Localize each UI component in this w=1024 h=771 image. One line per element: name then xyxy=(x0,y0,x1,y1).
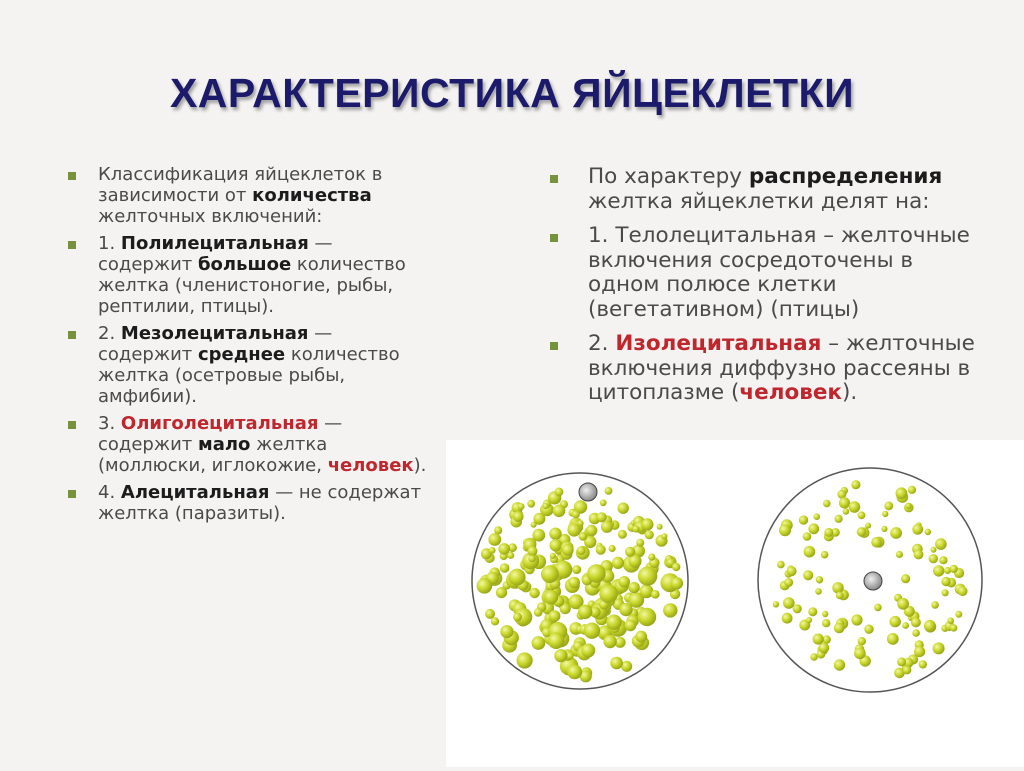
yolk-granule xyxy=(533,513,545,525)
yolk-granule xyxy=(779,524,791,536)
yolk-granule xyxy=(902,622,909,629)
yolk-granule xyxy=(822,611,828,617)
yolk-granule xyxy=(597,512,607,522)
yolk-granule xyxy=(882,511,888,517)
yolk-granule xyxy=(782,613,793,624)
yolk-granule xyxy=(477,578,493,594)
yolk-granule xyxy=(641,518,653,530)
yolk-granule xyxy=(554,649,567,662)
yolk-granule xyxy=(496,587,507,598)
yolk-granule xyxy=(777,561,785,569)
yolk-granule xyxy=(849,501,861,513)
yolk-granule xyxy=(834,659,845,670)
yolk-granule xyxy=(651,590,660,599)
yolk-granule xyxy=(553,505,566,518)
yolk-granule xyxy=(549,528,561,540)
yolk-granule xyxy=(672,563,680,571)
yolk-granule xyxy=(586,525,597,536)
yolk-granule xyxy=(864,625,873,634)
yolk-granule xyxy=(566,652,573,659)
yolk-granule xyxy=(606,615,621,630)
yolk-granule xyxy=(599,585,618,604)
yolk-granule xyxy=(625,619,637,631)
yolk-granule xyxy=(890,616,901,627)
yolk-granule xyxy=(813,513,820,520)
yolk-granule xyxy=(941,577,950,586)
yolk-granule xyxy=(636,539,644,547)
yolk-granule xyxy=(858,511,866,519)
list-item: 2. Мезолецитальная — содержит среднее количество желтка (осетровые рыбы, амфибии). xyxy=(98,323,428,407)
yolk-granule xyxy=(509,569,526,586)
yolk-granule xyxy=(804,546,816,558)
yolk-granule xyxy=(550,553,556,559)
yolk-granule xyxy=(578,520,584,526)
yolk-granule xyxy=(865,523,871,529)
yolk-granule xyxy=(587,564,606,583)
yolk-granule xyxy=(529,588,539,598)
yolk-granule xyxy=(816,576,823,583)
yolk-granule xyxy=(897,598,909,610)
yolk-granule xyxy=(513,511,524,522)
yolk-granule xyxy=(619,603,632,616)
yolk-granule xyxy=(839,497,850,508)
yolk-granule xyxy=(858,637,866,645)
yolk-granule xyxy=(813,634,824,645)
yolk-granule xyxy=(871,537,882,548)
yolk-granule xyxy=(884,502,893,511)
yolk-granule xyxy=(924,620,936,632)
yolk-granule xyxy=(645,530,654,539)
yolk-granule xyxy=(532,529,545,542)
list-item: 3. Олиголецитальная — содержит мало желтка (моллюски, иглокожие, человек). xyxy=(98,413,428,476)
yolk-granule xyxy=(903,666,912,675)
yolk-granule xyxy=(832,582,843,593)
yolk-granule xyxy=(919,660,927,668)
yolk-granule xyxy=(541,565,559,583)
yolk-granule xyxy=(550,539,562,551)
egg-cell-illustrations xyxy=(446,440,1024,767)
yolk-granule xyxy=(851,480,860,489)
yolk-granule xyxy=(912,629,920,637)
yolk-granule xyxy=(874,604,882,612)
yolk-granule xyxy=(933,642,945,654)
yolk-granule xyxy=(603,635,616,648)
yolk-granule xyxy=(544,590,558,604)
yolk-granule xyxy=(528,546,538,556)
yolk-granule xyxy=(815,588,822,595)
telolecithal-cell-icon xyxy=(472,473,688,689)
yolk-granule xyxy=(618,503,629,514)
square-bullet-icon xyxy=(68,241,76,249)
yolk-granule xyxy=(896,551,903,558)
yolk-granule xyxy=(609,545,616,552)
yolk-granule xyxy=(661,533,667,539)
yolk-granule xyxy=(808,607,817,616)
yolk-granule xyxy=(543,503,549,509)
yolk-granule xyxy=(836,592,844,600)
yolk-granule xyxy=(929,554,938,563)
yolk-granule xyxy=(793,604,802,613)
yolk-granule xyxy=(612,557,624,569)
yolk-granule xyxy=(618,530,627,539)
list-item: По характеру распределения желтка яйцеклетки делят на: xyxy=(588,165,978,214)
yolk-granule xyxy=(498,543,510,555)
square-bullet-icon xyxy=(550,234,558,242)
yolk-granule xyxy=(513,613,522,622)
yolk-granule xyxy=(605,487,613,495)
yolk-granule xyxy=(942,589,949,596)
yolk-granule xyxy=(950,565,958,573)
yolk-granule xyxy=(562,544,574,556)
yolk-granule xyxy=(577,546,586,555)
yolk-granule xyxy=(897,657,906,666)
page-title: ХАРАКТЕРИСТИКА ЯЙЦЕКЛЕТКИ xyxy=(169,70,855,116)
yolk-granule xyxy=(534,608,543,617)
yolk-granule xyxy=(581,644,595,658)
square-bullet-icon xyxy=(550,342,558,350)
list-item: 2. Изолецитальная – желточные включения диффузно рассеяны в цитоплазме (человек). xyxy=(588,332,978,406)
right-distribution-list xyxy=(588,165,978,416)
yolk-granule xyxy=(925,529,932,536)
yolk-granule xyxy=(851,614,862,625)
yolk-granule xyxy=(823,500,831,508)
isolecithal-cell-icon xyxy=(758,468,982,692)
yolk-granule xyxy=(834,623,845,634)
yolk-granule xyxy=(931,547,937,553)
yolk-granule xyxy=(835,515,843,523)
yolk-granule xyxy=(601,521,613,533)
square-bullet-icon xyxy=(68,421,76,429)
yolk-granule xyxy=(610,657,623,670)
yolk-granule xyxy=(635,631,647,643)
yolk-granule xyxy=(625,547,635,557)
egg-cells-svg xyxy=(446,440,1024,767)
yolk-granule xyxy=(518,503,525,510)
yolk-granule xyxy=(527,500,535,508)
yolk-granule xyxy=(901,574,910,583)
yolk-granule xyxy=(773,601,779,607)
yolk-granule xyxy=(572,510,580,518)
yolk-granule xyxy=(618,576,630,588)
yolk-granule xyxy=(947,617,954,624)
yolk-granule xyxy=(887,633,899,645)
yolk-granule xyxy=(648,554,655,561)
yolk-granule xyxy=(854,648,866,660)
yolk-granule xyxy=(500,625,513,638)
yolk-granule xyxy=(857,527,867,537)
square-bullet-icon xyxy=(68,490,76,498)
yolk-granule xyxy=(638,608,656,626)
yolk-granule xyxy=(549,610,561,622)
yolk-granule xyxy=(783,597,795,609)
yolk-granule xyxy=(596,545,606,555)
yolk-granule xyxy=(806,617,812,623)
yolk-granule xyxy=(532,636,546,650)
yolk-granule xyxy=(517,652,533,668)
yolk-granule xyxy=(491,617,499,625)
yolk-granule xyxy=(950,624,957,631)
yolk-granule xyxy=(822,619,830,627)
yolk-granule xyxy=(955,611,962,618)
yolk-granule xyxy=(912,524,923,535)
yolk-granule xyxy=(671,577,683,589)
yolk-granule xyxy=(931,601,939,609)
yolk-granule xyxy=(890,527,902,539)
yolk-granule xyxy=(787,566,797,576)
yolk-granule xyxy=(632,525,639,532)
yolk-granule xyxy=(803,532,812,541)
yolk-granule xyxy=(784,578,793,587)
yolk-granule xyxy=(500,563,510,573)
yolk-granule xyxy=(914,646,925,657)
yolk-granule xyxy=(528,555,535,562)
yolk-granule xyxy=(896,487,908,499)
yolk-granule xyxy=(663,603,677,617)
yolk-granule xyxy=(803,570,813,580)
yolk-granule xyxy=(933,565,944,576)
yolk-granule xyxy=(555,488,564,497)
yolk-granule xyxy=(638,566,657,585)
list-item: 1. Полилецитальная — содержит большое количество желтка (членистоногие, рыбы, рептилии, птицы). xyxy=(98,233,428,317)
yolk-granule xyxy=(488,533,501,546)
yolk-granule xyxy=(824,528,833,537)
list-item: 4. Алецитальная — не содержат желтка (паразиты). xyxy=(98,482,428,524)
yolk-granule xyxy=(911,617,921,627)
yolk-granule xyxy=(657,524,663,530)
square-bullet-icon xyxy=(68,172,76,180)
yolk-granule xyxy=(914,550,924,560)
yolk-granule xyxy=(908,486,916,494)
yolk-granule xyxy=(939,556,947,564)
yolk-granule xyxy=(639,584,653,598)
yolk-granule xyxy=(584,623,600,639)
yolk-granule xyxy=(799,515,808,524)
yolk-granule xyxy=(628,582,639,593)
list-item: Классификация яйцеклеток в зависимости от количества желточных включений: xyxy=(98,164,428,227)
square-bullet-icon xyxy=(550,175,558,183)
yolk-granule xyxy=(821,551,829,559)
list-item: 1. Телолецитальная – желточные включения сосредоточены в одном полюсе клетки (вегетативном) (птицы) xyxy=(588,224,978,322)
yolk-granule xyxy=(567,665,582,680)
yolk-granule xyxy=(572,565,581,574)
yolk-granule xyxy=(568,577,580,589)
yolk-granule xyxy=(958,586,968,596)
yolk-granule xyxy=(843,508,850,515)
square-bullet-icon xyxy=(68,331,76,339)
yolk-granule xyxy=(600,499,607,506)
yolk-granule xyxy=(548,632,565,649)
yolk-granule xyxy=(935,538,947,550)
left-classification-list xyxy=(98,164,428,530)
yolk-granule xyxy=(905,503,911,509)
yolk-granule xyxy=(808,523,819,534)
yolk-granule xyxy=(578,605,592,619)
yolk-granule xyxy=(881,526,887,532)
yolk-granule xyxy=(489,547,496,554)
